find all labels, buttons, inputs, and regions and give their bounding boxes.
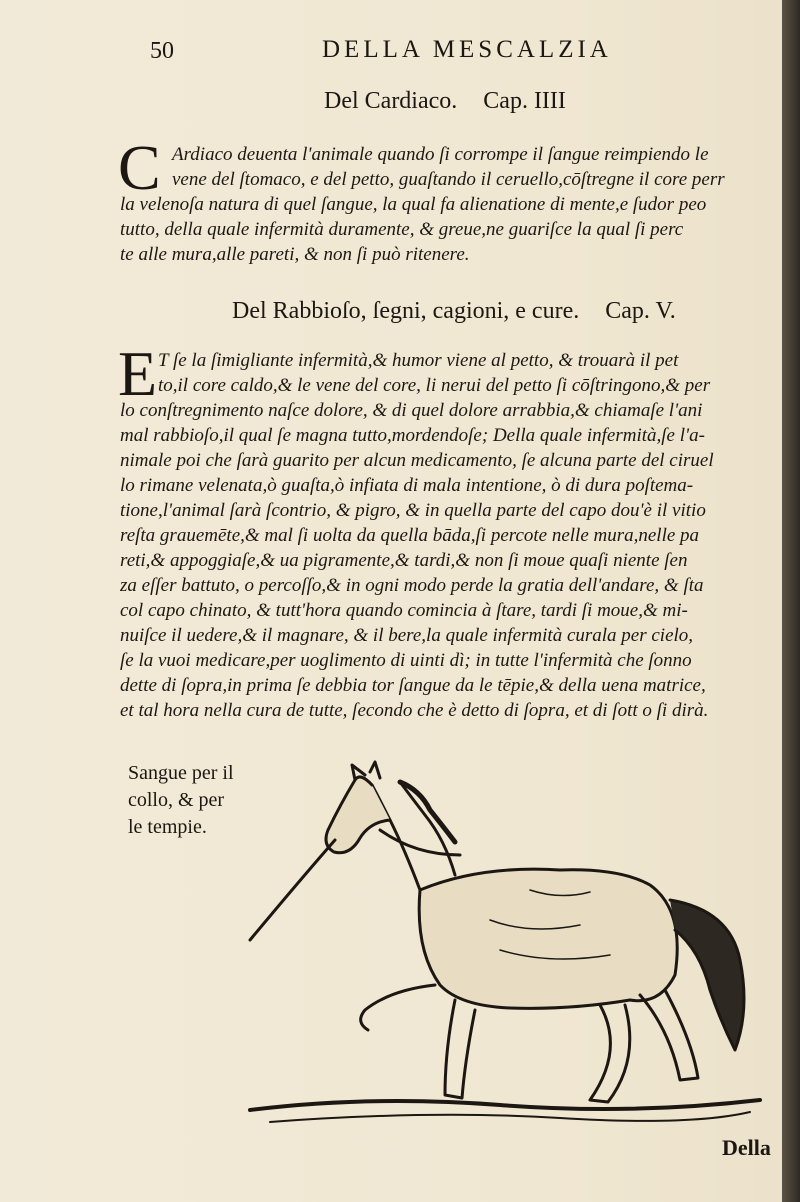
running-title: DELLA MESCALZIA [322, 36, 612, 63]
text-line: za eſſer battuto, o percoſſo,& in ogni modo perde la gratia dell'andare, & ſta [120, 575, 704, 596]
caption-line: Sangue per il [128, 762, 234, 784]
illustration-caption [128, 760, 234, 841]
text-line: lo conſtregnimento naſce dolore, & di quel dolore arrabbia,& chiamaſe l'ani [120, 400, 703, 421]
caption-line: collo, & per [128, 789, 225, 811]
horse-woodcut-illustration [230, 760, 770, 1140]
text-line: dette di ſopra,in prima ſe debbia tor ſangue da le tēpie,& della uena matrice, [120, 675, 706, 696]
chapter-5-paragraph [118, 338, 780, 740]
book-spine-shadow [782, 0, 800, 1202]
text-line: lo rimane velenata,ò guaſta,ò infiata di mala intentione, ò di dura poſtema- [120, 475, 694, 496]
text-line: et tal hora nella cura de tutte, ſecondo che è detto di ſopra, et di ſott o ſi dirà. [120, 700, 709, 721]
text-line: tione,l'animal ſarà ſcontrio, & pigro, & in quella parte del capo dou'è il vitio [120, 500, 706, 521]
page-number: 50 [150, 38, 174, 64]
drop-cap-c: C [118, 132, 161, 203]
chapter-5-cap: Cap. V. [605, 298, 676, 324]
caption-line: le tempie. [128, 816, 207, 838]
text-line: Ardiaco deuenta l'animale quando ſi corrompe il ſangue reimpiendo le [172, 144, 709, 165]
chapter-4-cap: Cap. IIII [483, 88, 566, 114]
drop-cap-e: E [118, 338, 158, 409]
text-line: T ſe la ſimigliante infermità,& humor viene al petto, & trouarà il pet [158, 350, 679, 371]
text-line: reti,& appoggiaſe,& ua pigramente,& tardi,& non ſi moue quaſi niente ſen [120, 550, 688, 571]
page-header [0, 36, 782, 76]
text-line: col capo chinato, & tutt'hora quando comincia à ſtare, tardi ſi moue,& mi- [120, 600, 688, 621]
chapter-4-paragraph [118, 132, 780, 267]
text-line: te alle mura,alle pareti, & non ſi può ritenere. [120, 244, 470, 265]
chapter-4-heading [324, 88, 566, 115]
chapter-5-title: Del Rabbioſo, ſegni, cagioni, e cure. [232, 298, 580, 324]
text-line: mal rabbioſo,il qual ſe magna tutto,mordendoſe; Della quale infermità,ſe l'a- [120, 425, 705, 446]
text-line: ſe la vuoi medicare,per uoglimento di uinti dì; in tutte l'infermità che ſonno [120, 650, 692, 671]
text-line: nuiſce il uedere,& il magnare, & il bere,la quale infermità curala per cielo, [120, 625, 694, 646]
text-line: la velenoſa natura di quel ſangue, la qual fa alienatione di mente,e ſudor peo [120, 194, 707, 215]
text-line: to,il core caldo,& le vene del core, li nerui del petto ſi cōſtringono,& per [158, 375, 711, 396]
catchword: Della [722, 1135, 771, 1160]
text-line: reſta grauemēte,& mal ſi uolta da quella bāda,ſi percote nelle mura,nelle pa [120, 525, 700, 546]
text-line: vene del ſtomaco, e del petto, guaſtando il ceruello,cōſtregne il core perr [172, 169, 725, 190]
chapter-4-title: Del Cardiaco. [324, 88, 458, 114]
text-line: tutto, della quale infermità duramente, & greue,ne guariſce la qual ſi perc [120, 219, 684, 240]
text-line: nimale poi che ſarà guarito per alcun medicamento, ſe alcuna parte del ciruel [120, 450, 714, 471]
chapter-5-heading [232, 298, 676, 325]
